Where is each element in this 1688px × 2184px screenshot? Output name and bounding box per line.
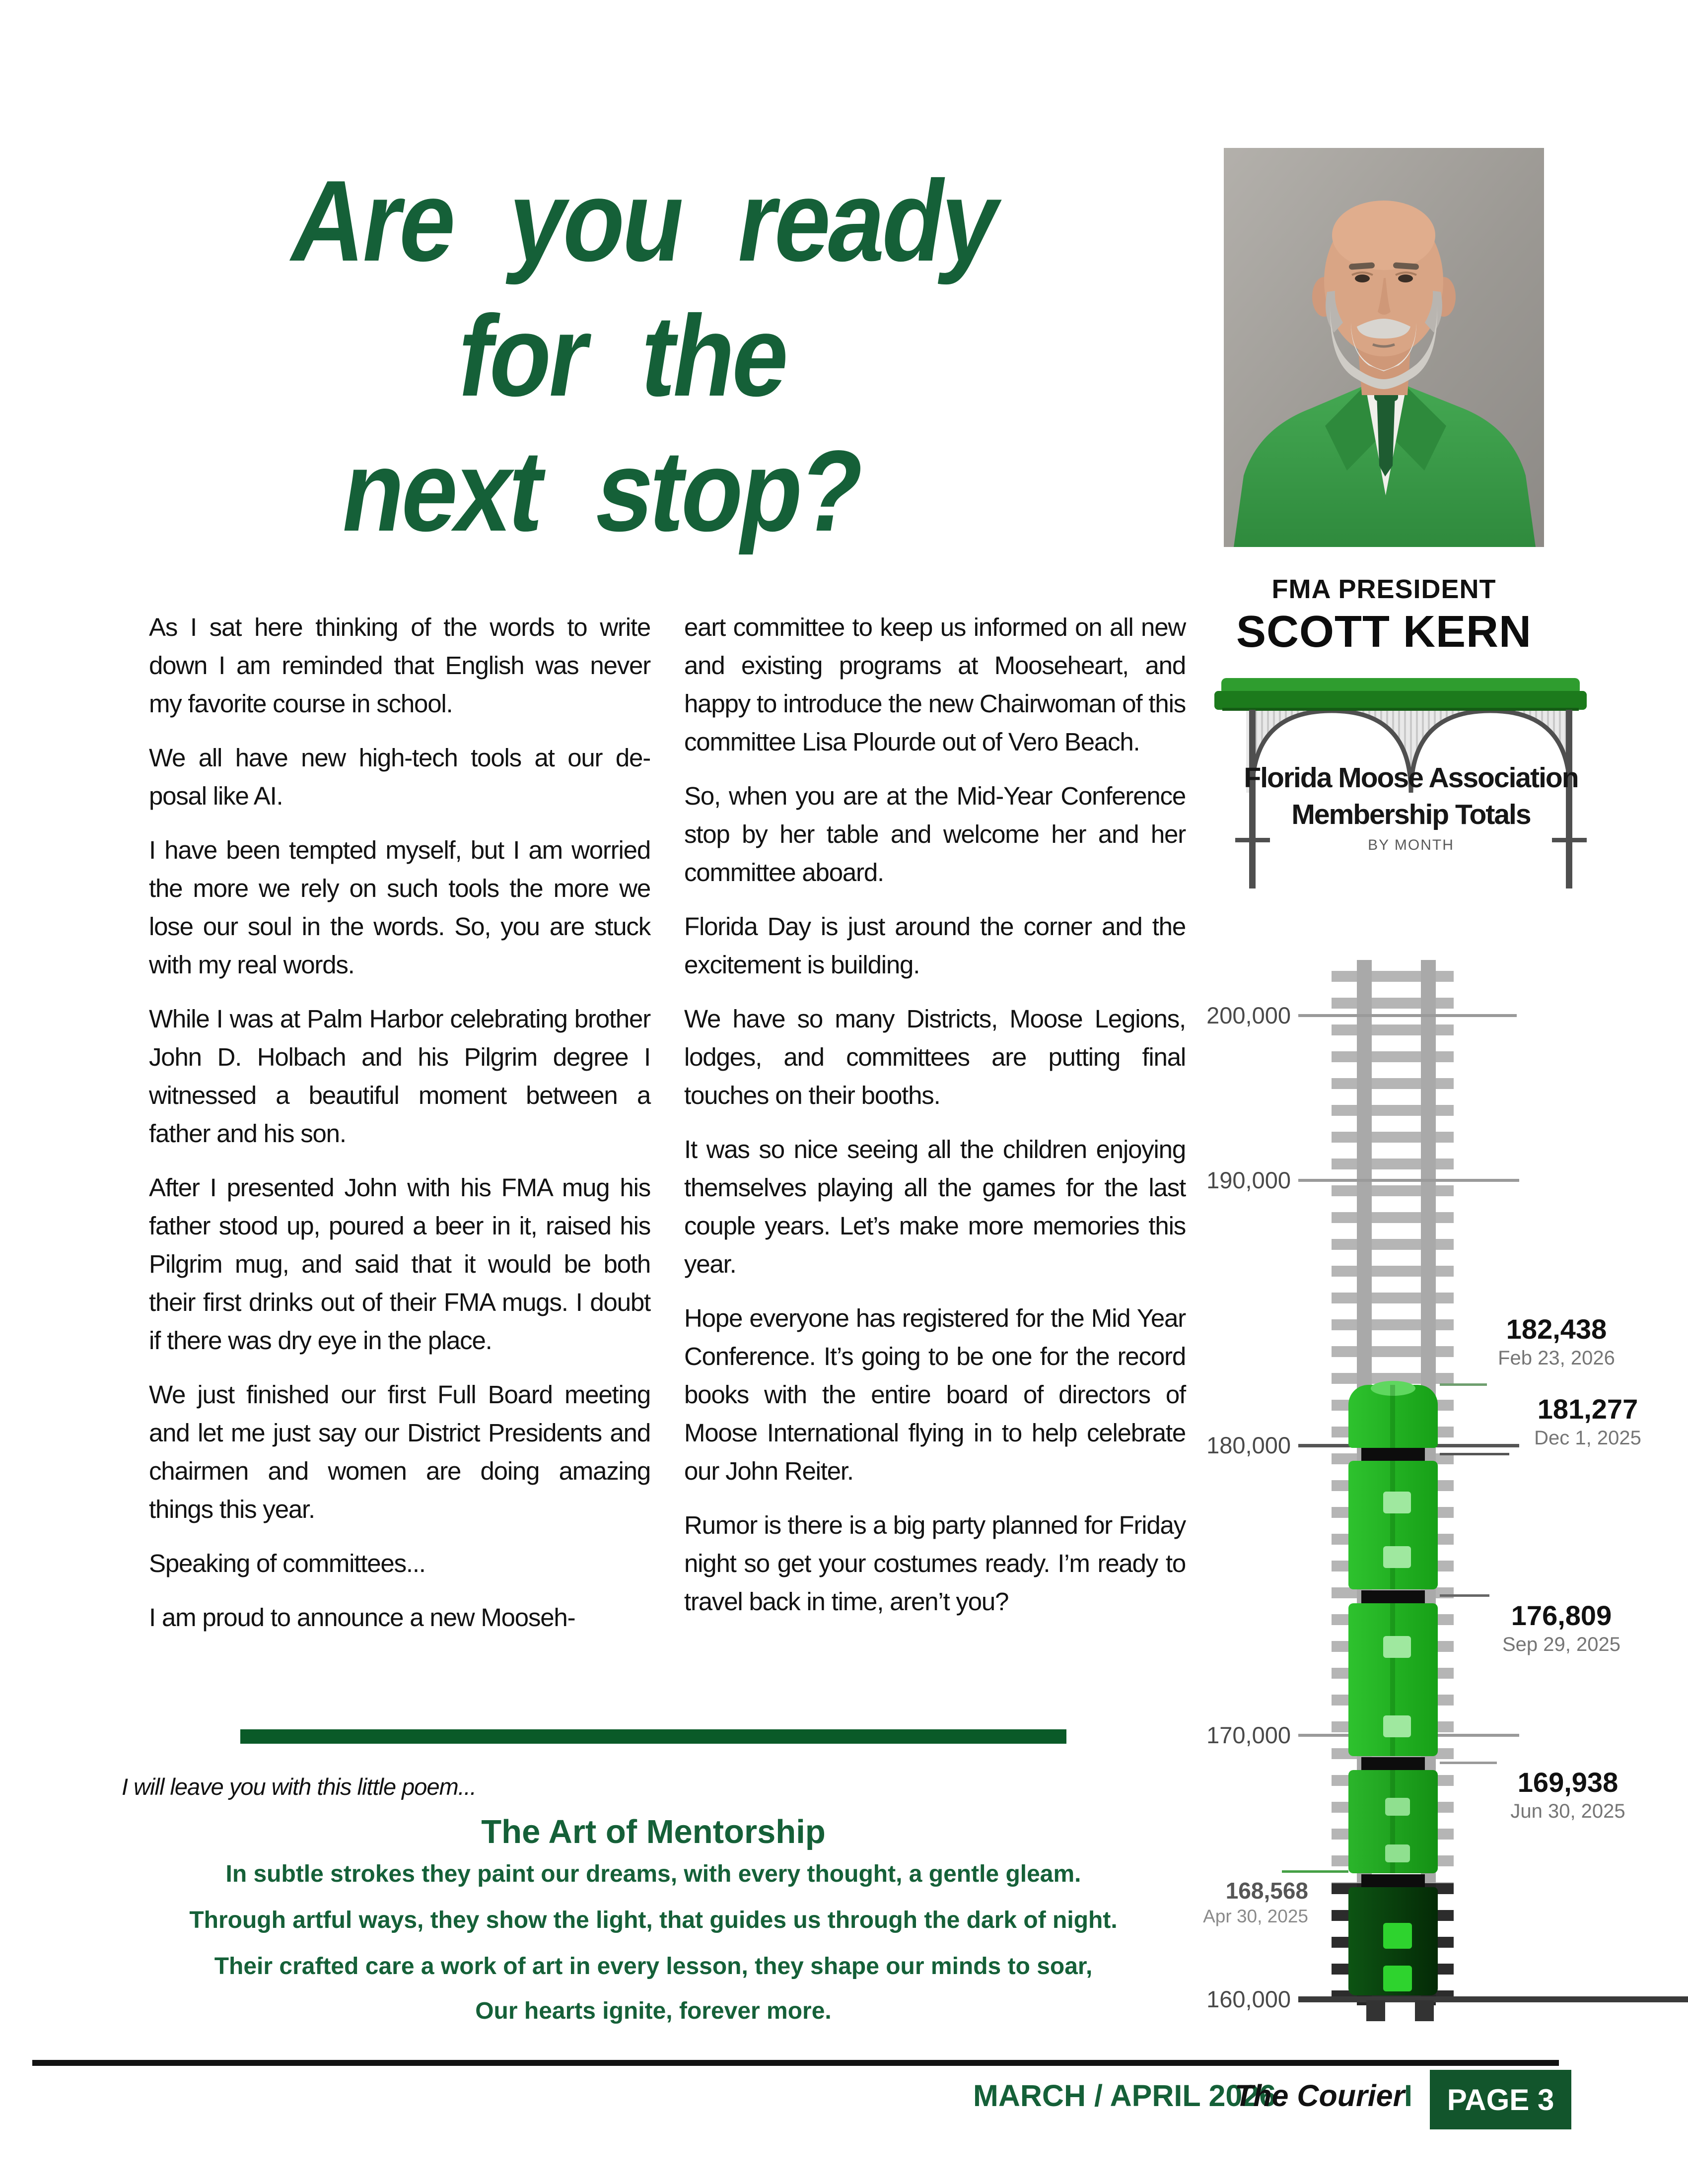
- callout-value: 182,438: [1506, 1313, 1607, 1345]
- president-portrait-illustration: [1224, 148, 1544, 547]
- ytick-160000: 160,000: [1206, 1986, 1291, 2012]
- paragraph: We just finished our first Full Board meeting and let me just say our District Presidents and chairmen and women are doing amazing things this year.: [149, 1380, 650, 1523]
- chart-subtitle: BY MONTH: [1368, 837, 1454, 853]
- paragraph: I am proud to announce a new Mooseh-: [149, 1603, 575, 1632]
- paragraph: As I sat here thinking of the words to write down I am reminded that English was never my favorite course in school.: [149, 613, 650, 718]
- article-column-1: [149, 608, 650, 1652]
- car-coupler: [1361, 1757, 1425, 1770]
- paragraph: We all have new high-tech tools at our de-posal like AI.: [149, 744, 650, 810]
- paragraph: After I presented John with his FMA mug his father stood up, poured a beer in it, raised his Pilgrim mug, and said that it would be both their first drinks out of their FMA mugs. I doubt if there was dry eye in the place.: [149, 1173, 650, 1355]
- car-hatch: [1385, 1844, 1410, 1862]
- train-car-segment-feb-2026: [1348, 1385, 1438, 1448]
- ytick-line-160000: [1298, 1996, 1688, 2002]
- callout-value: 168,568: [1225, 1878, 1308, 1904]
- article-headline: [58, 154, 1188, 559]
- leader-line: [1440, 1383, 1487, 1386]
- poem-line-2: Through artful ways, they show the light, that guides us through the dark of night.: [189, 1907, 1118, 1933]
- car-coupler: [1361, 1874, 1425, 1887]
- paragraph: It was so nice seeing all the children enjoying themselves playing all the games for the last couple years. Let’s make more memories this year.: [684, 1135, 1186, 1278]
- car-hatch: [1383, 1923, 1412, 1949]
- callout-value: 176,809: [1511, 1600, 1612, 1631]
- leader-line: [1440, 1453, 1509, 1455]
- train-car-segment-sep-2025: [1348, 1603, 1438, 1756]
- ytick-200000: 200,000: [1206, 1002, 1291, 1028]
- car-hatch: [1383, 1966, 1412, 1991]
- headline-line-2: for the: [449, 292, 797, 420]
- callout-date: Dec 1, 2025: [1534, 1427, 1641, 1449]
- poem-line-4: Our hearts ignite, forever more.: [475, 1998, 832, 2024]
- poem-line-1: In subtle strokes they paint our dreams, with every thought, a gentle gleam.: [225, 1861, 1081, 1887]
- ytick-line-200000: [1298, 1014, 1517, 1017]
- train-car-segment-dec-2025: [1348, 1461, 1438, 1589]
- callout-date: Feb 23, 2026: [1498, 1347, 1615, 1369]
- paragraph: Florida Day is just around the corner and the excitement is building.: [684, 912, 1186, 979]
- car-coupler: [1361, 1590, 1425, 1603]
- president-title-label: FMA PRESIDENT: [1271, 574, 1496, 604]
- paragraph: I have been tempted myself, but I am worried the more we rely on such tools the more we lose our soul in the words. So, you are stuck with my real words.: [149, 836, 650, 979]
- article-column-2: [684, 608, 1186, 1637]
- president-photo: [1224, 148, 1544, 547]
- footer-publication-name: The Courier: [1235, 2079, 1405, 2113]
- paragraph: Rumor is there is a big party planned for Friday night so get your costumes ready. I’m ready to travel back in time, aren’t you?: [684, 1511, 1186, 1616]
- car-hatch: [1383, 1546, 1411, 1568]
- poem-title: The Art of Mentorship: [481, 1813, 826, 1850]
- paragraph: So, when you are at the Mid-Year Conference stop by her table and welcome her and her committee aboard.: [684, 782, 1186, 887]
- car-seam: [1390, 1461, 1395, 1589]
- callout-date: Apr 30, 2025: [1203, 1906, 1308, 1926]
- rail-stub: [1415, 2000, 1434, 2021]
- headline-line-1: Are you ready: [282, 157, 1007, 285]
- car-hatch: [1385, 1798, 1410, 1816]
- chart-title-line-1: Florida Moose Association: [1244, 762, 1578, 794]
- president-name: SCOTT KERN: [1236, 607, 1532, 657]
- poem-intro: I will leave you with this little poem...: [122, 1774, 476, 1800]
- leader-line: [1440, 1762, 1497, 1764]
- ytick-190000: 190,000: [1206, 1167, 1291, 1193]
- footer-rule: [32, 2060, 1559, 2066]
- car-hatch: [1383, 1492, 1411, 1513]
- callout-date: Sep 29, 2025: [1502, 1634, 1620, 1655]
- paragraph: While I was at Palm Harbor celebrating brother John D. Holbach and his Pilgrim degree I witnessed a beautiful moment between a father and his son.: [149, 1005, 650, 1148]
- car-coupler: [1361, 1448, 1425, 1461]
- leader-line: [1282, 1870, 1348, 1873]
- paragraph: Speaking of committees...: [149, 1549, 425, 1577]
- car-hatch: [1383, 1636, 1411, 1658]
- footer-separator: I: [1404, 2079, 1412, 2113]
- leader-line: [1440, 1594, 1489, 1597]
- paragraph: Hope everyone has registered for the Mid Year Conference. It’s going to be one for the record books with the entire board of directors of Moose International flying in to help celebrate our John Reiter.: [684, 1304, 1186, 1485]
- paragraph: We have so many Districts, Moose Legions, lodges, and committees are putting final touches on their booths.: [684, 1005, 1186, 1109]
- rail-stub: [1366, 2000, 1385, 2021]
- car-hatch: [1383, 1715, 1411, 1737]
- callout-date: Jun 30, 2025: [1510, 1800, 1625, 1822]
- ytick-line-190000: [1298, 1179, 1519, 1182]
- callout-value: 169,938: [1517, 1767, 1618, 1798]
- paragraph: eart committee to keep us informed on all new and existing programs at Mooseheart, and happy to introduce the new Chairwoman of this committee Lisa Plourde out of Vero Beach.: [684, 613, 1186, 756]
- chart-title-line-2: Membership Totals: [1291, 799, 1531, 830]
- ytick-170000: 170,000: [1206, 1722, 1291, 1748]
- section-divider-bar: [240, 1729, 1066, 1744]
- footer-page-number: PAGE 3: [1430, 2070, 1571, 2129]
- callout-value: 181,277: [1537, 1393, 1638, 1425]
- headline-line-3: next stop?: [333, 427, 871, 555]
- car-seam: [1390, 1385, 1395, 1448]
- footer-issue-date: MARCH / APRIL 2026: [973, 2079, 1276, 2113]
- poem-line-3: Their crafted care a work of art in every lesson, they shape our minds to soar,: [214, 1953, 1093, 1979]
- callout-jun-2025: [1493, 1766, 1642, 1823]
- train-car-segment-apr-2025: [1348, 1887, 1438, 1995]
- ytick-180000: 180,000: [1206, 1432, 1291, 1458]
- callout-feb-2026: [1482, 1313, 1631, 1369]
- callout-sep-2025: [1487, 1599, 1636, 1656]
- train-car-segment-jun-2025: [1348, 1770, 1438, 1873]
- callout-dec-2025: [1513, 1393, 1662, 1449]
